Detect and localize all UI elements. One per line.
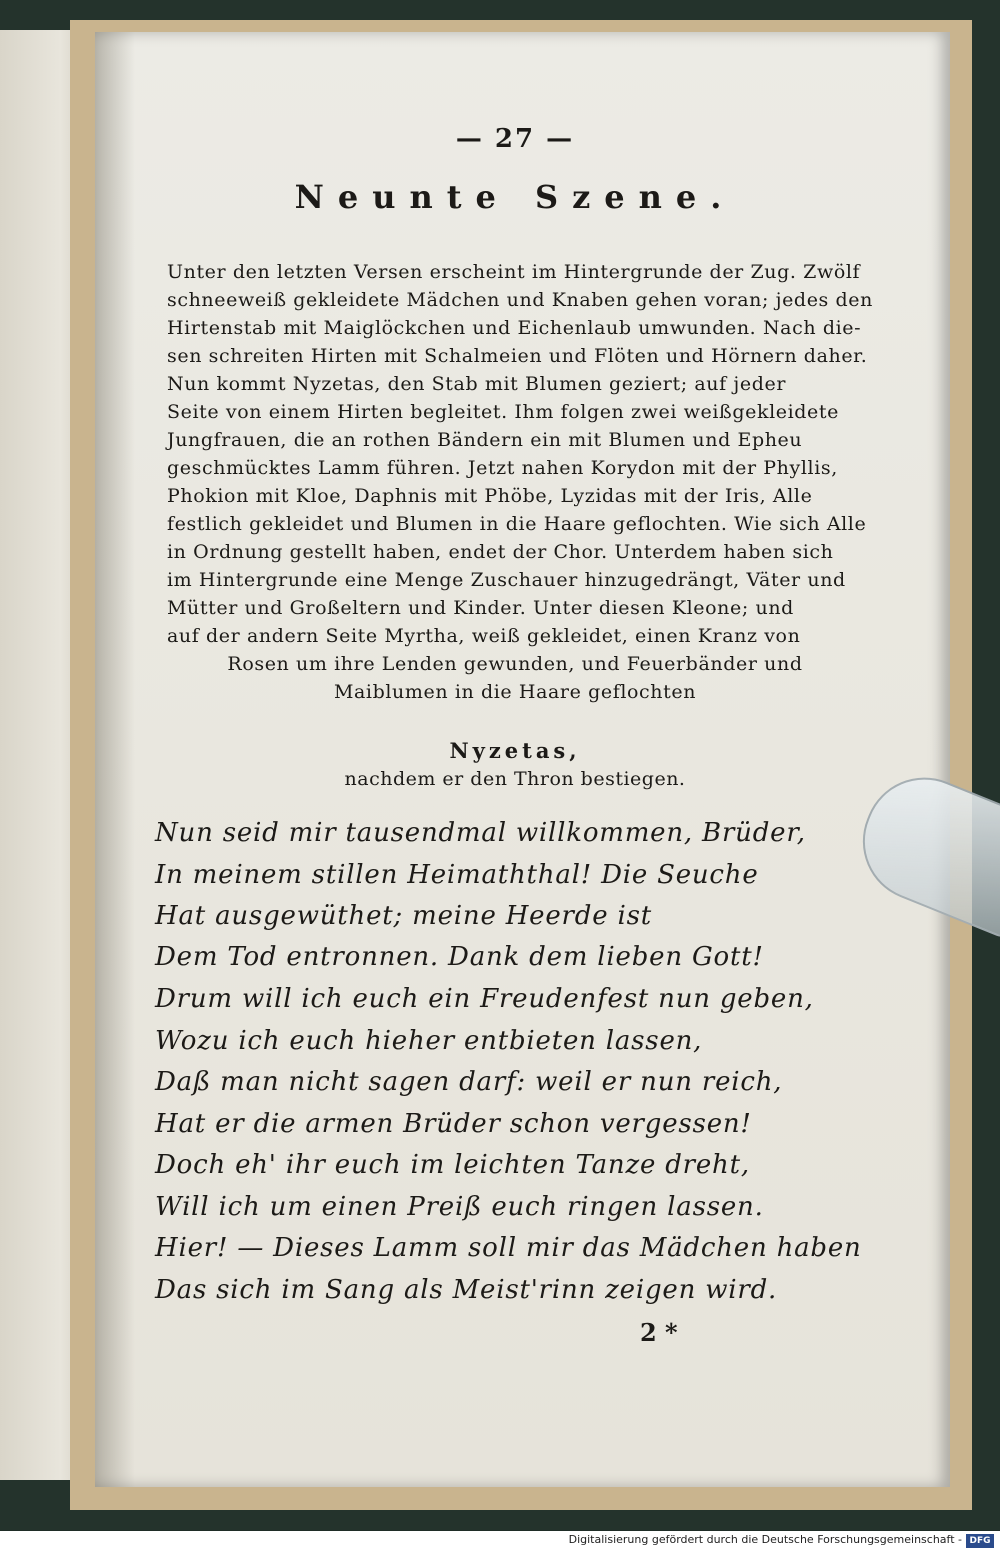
stage-direction-line: Nun kommt Nyzetas, den Stab mit Blumen geziert; auf jeder	[167, 373, 787, 395]
verse-line: Will ich um einen Preiß euch ringen lassen.	[155, 1192, 764, 1222]
verse-line: Dem Tod entronnen. Dank dem lieben Gott!	[155, 942, 764, 972]
verse-line: In meinem stillen Heimaththal! Die Seuche	[155, 860, 759, 890]
scene-heading: Neunte Szene.	[294, 178, 736, 216]
stage-direction-line: Rosen um ihre Lenden gewunden, und Feuerbänder und	[227, 653, 803, 675]
verse-line: Hier! — Dieses Lamm soll mir das Mädchen haben	[155, 1233, 862, 1263]
stage-direction-line: Phokion mit Kloe, Daphnis mit Phöbe, Lyzidas mit der Iris, Alle	[167, 485, 813, 507]
stage-direction-line: geschmücktes Lamm führen. Jetzt nahen Korydon mit der Phyllis,	[167, 457, 838, 479]
stage-direction-line: im Hintergrunde eine Menge Zuschauer hinzugedrängt, Väter und	[167, 569, 846, 591]
speaker-name: Nyzetas,	[449, 738, 581, 763]
signature-mark: 2 *	[640, 1318, 678, 1347]
verse-line: Nun seid mir tausendmal willkommen, Brüder,	[155, 818, 806, 848]
verse-line: Doch eh' ihr euch im leichten Tanze dreht,	[155, 1150, 750, 1180]
stage-direction-line: in Ordnung gestellt haben, endet der Chor. Unterdem haben sich	[167, 541, 834, 563]
stage-direction-line: festlich gekleidet und Blumen in die Haare geflochten. Wie sich Alle	[167, 513, 867, 535]
stage-direction-line: Jungfrauen, die an rothen Bändern ein mit Blumen und Epheu	[167, 429, 803, 451]
stage-direction-line: auf der andern Seite Myrtha, weiß gekleidet, einen Kranz von	[167, 625, 801, 647]
verse-line: Wozu ich euch hieher entbieten lassen,	[155, 1026, 703, 1056]
verse-line: Hat er die armen Brüder schon vergessen!	[155, 1109, 752, 1139]
footer-bar	[0, 1531, 1000, 1551]
stage-direction-line: sen schreiten Hirten mit Schalmeien und Flöten und Hörnern daher.	[167, 345, 868, 367]
speaker-stage-note: nachdem er den Thron bestiegen.	[344, 768, 686, 790]
stage-direction-line: schneeweiß gekleidete Mädchen und Knaben gehen voran; jedes den	[167, 289, 873, 311]
verse-line: Hat ausgewüthet; meine Heerde ist	[155, 901, 652, 931]
page-number: — 27 —	[455, 124, 575, 154]
stage-direction-line: Unter den letzten Versen erscheint im Hintergrunde der Zug. Zwölf	[167, 261, 861, 283]
dfg-logo: DFG	[966, 1534, 994, 1548]
verse-line: Das sich im Sang als Meist'rinn zeigen wird.	[155, 1275, 778, 1305]
stage-direction-line: Maiblumen in die Haare geflochten	[333, 681, 697, 703]
verse-line: Drum will ich euch ein Freudenfest nun geben,	[155, 984, 814, 1014]
footer-credit: Digitalisierung gefördert durch die Deutsche Forschungsgemeinschaft -	[568, 1533, 962, 1546]
stage-direction-line: Seite von einem Hirten begleitet. Ihm folgen zwei weißgekleidete	[167, 401, 839, 423]
verse-line: Daß man nicht sagen darf: weil er nun reich,	[155, 1067, 783, 1097]
stage-direction-line: Hirtenstab mit Maiglöckchen und Eichenlaub umwunden. Nach die-	[167, 317, 862, 339]
stage-direction-line: Mütter und Großeltern und Kinder. Unter diesen Kleone; und	[167, 597, 794, 619]
